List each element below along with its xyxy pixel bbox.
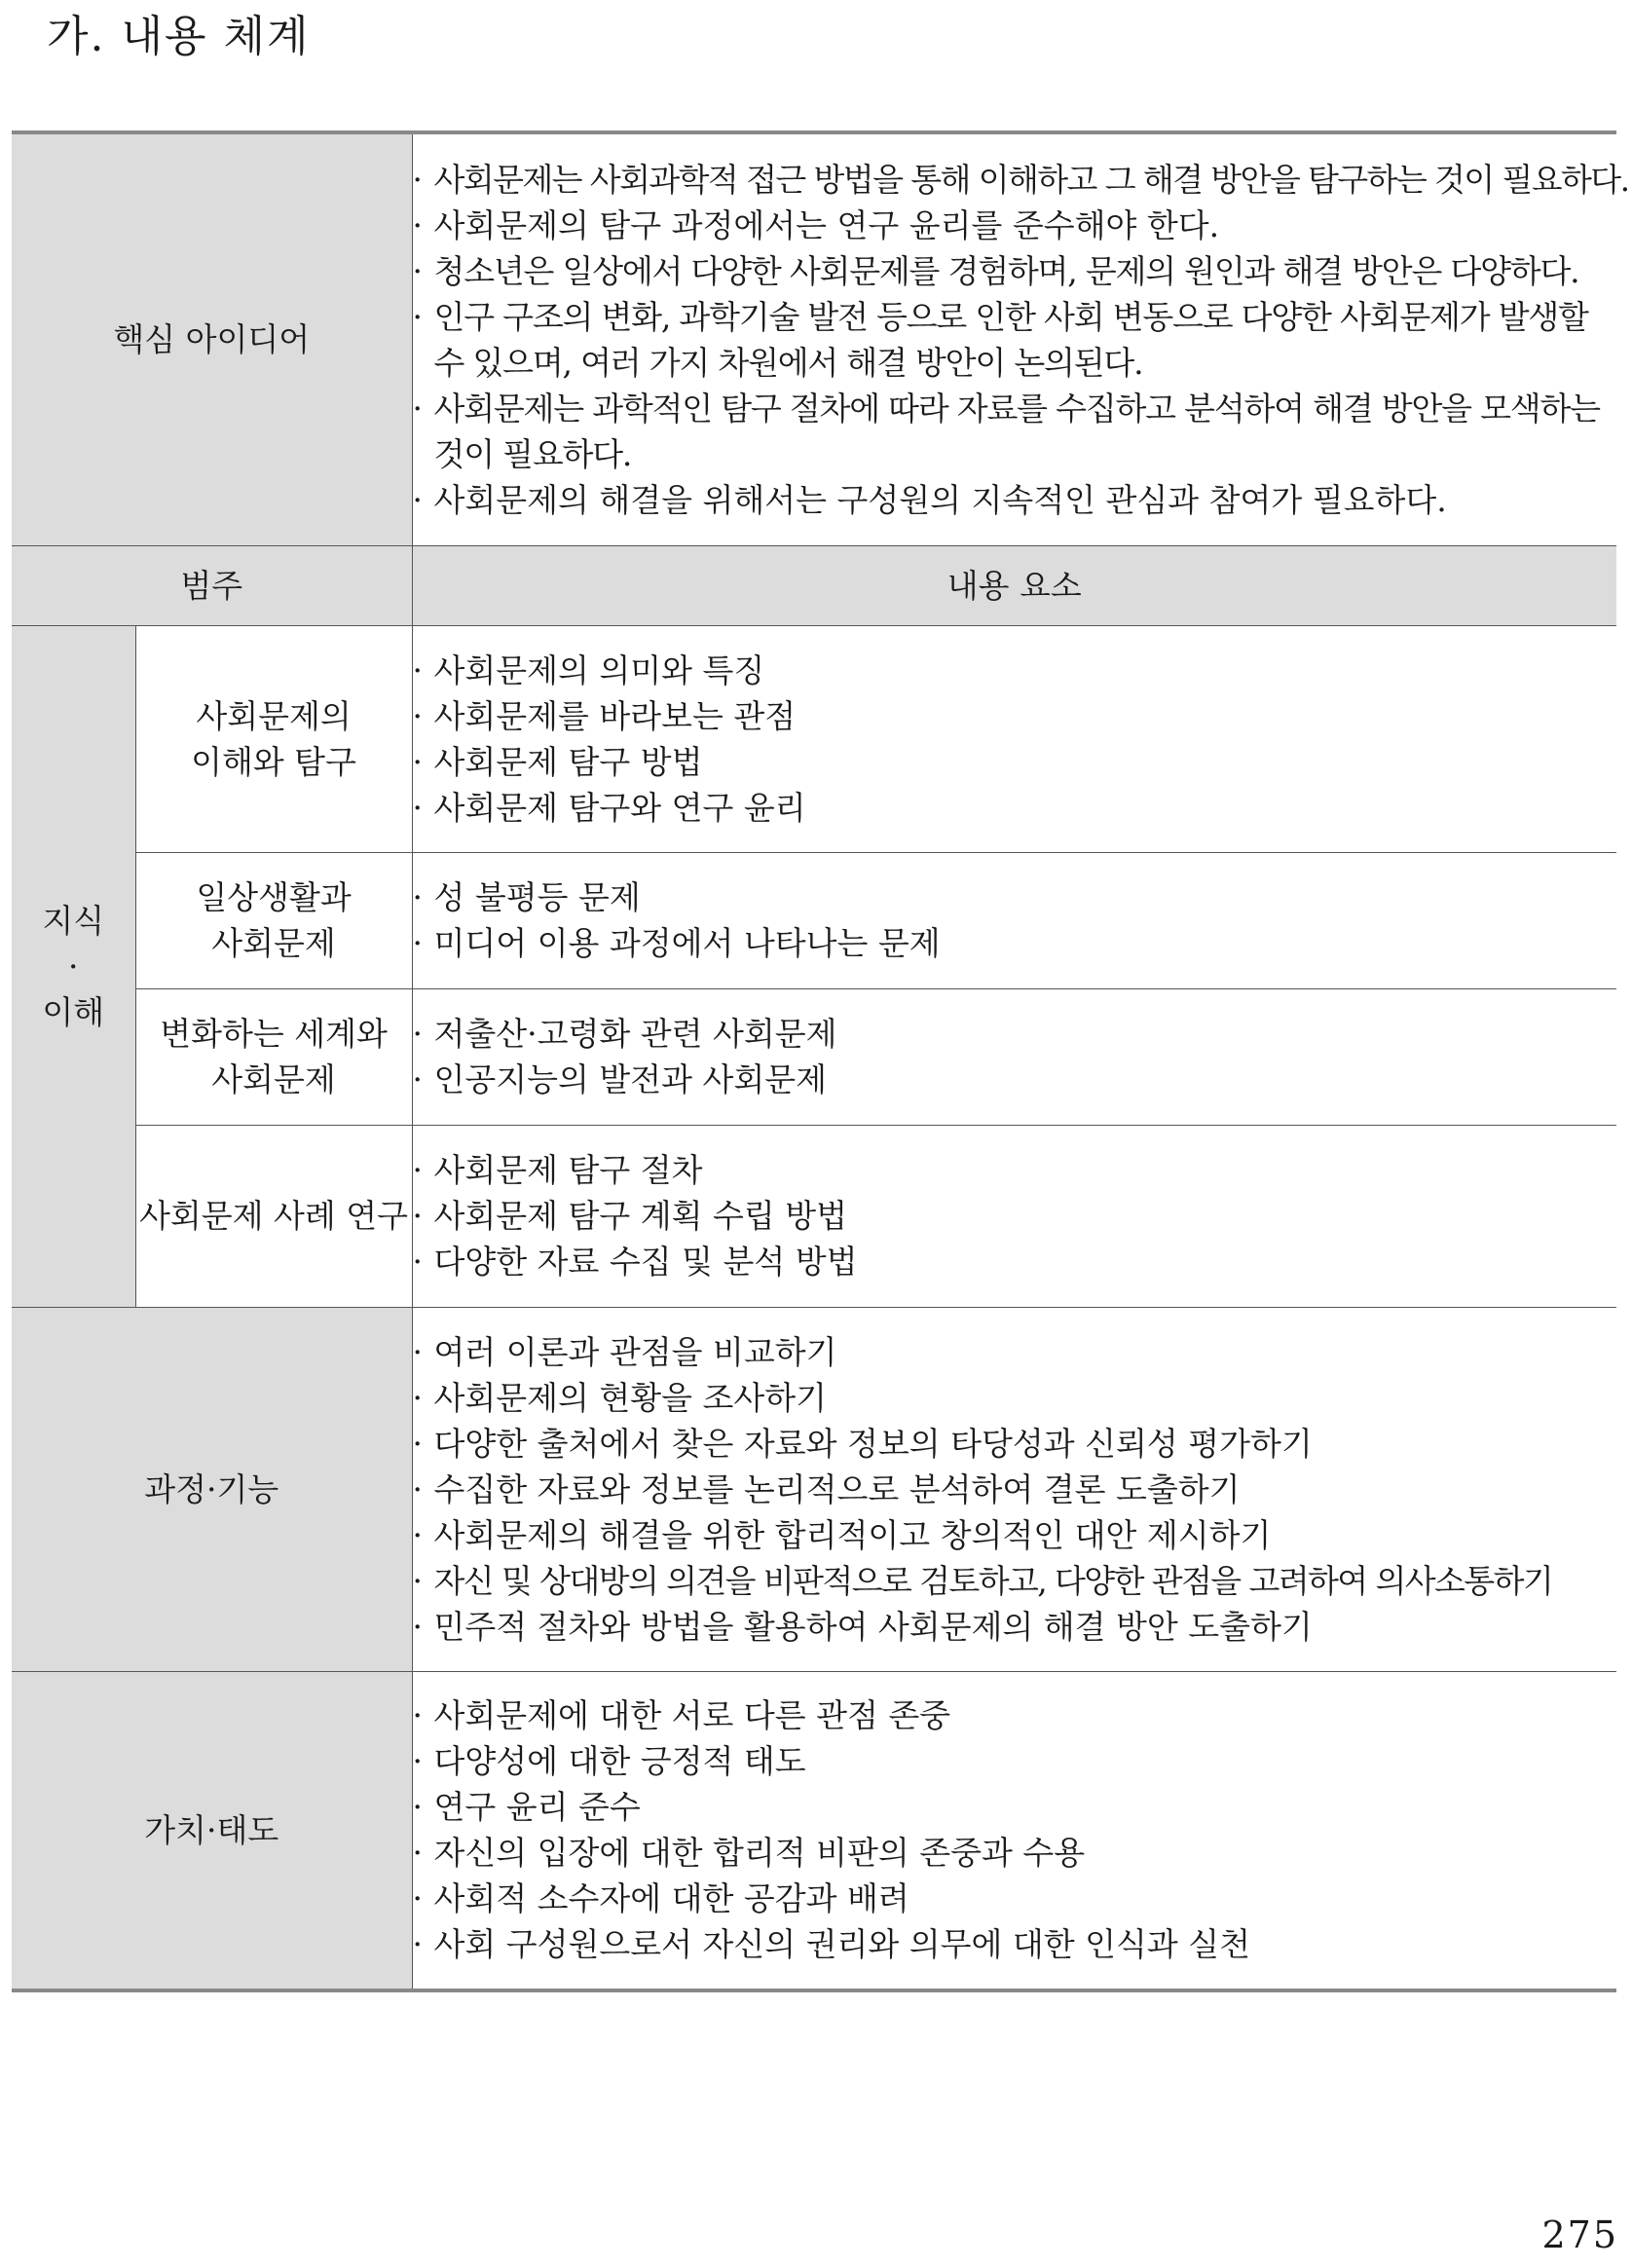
knowledge-items bbox=[412, 625, 1616, 852]
knowledge-items bbox=[412, 1125, 1616, 1307]
content-item: · 사회문제 탐구 방법 bbox=[412, 742, 703, 781]
core-ideas-row bbox=[12, 132, 1616, 545]
content-item: · 연구 윤리 준수 bbox=[412, 1788, 641, 1827]
knowledge-subtopic: 일상생활과 사회문제 bbox=[135, 852, 412, 988]
content-item: · 사회문제 탐구 계획 수립 방법 bbox=[412, 1197, 848, 1235]
core-idea-item: · 사회문제는 과학적인 탐구 절차에 따라 자료를 수집하고 분석하여 해결 방안을 모색하는 것이 필요하다. bbox=[413, 386, 1617, 477]
content-item: · 사회문제의 현황을 조사하기 bbox=[412, 1378, 828, 1417]
process-skills-row bbox=[12, 1307, 1616, 1671]
values-attitudes-items bbox=[412, 1671, 1616, 1990]
bullet-dot: · bbox=[412, 480, 424, 519]
knowledge-subtopic: 사회문제의 이해와 탐구 bbox=[135, 625, 412, 852]
page-number: 275 bbox=[1541, 2213, 1618, 2256]
bullet-dot: · bbox=[412, 205, 424, 244]
bullet-dot: · bbox=[412, 297, 422, 336]
core-idea-item: · 청소년은 일상에서 다양한 사회문제를 경험하며, 문제의 원인과 해결 방안은 다양하다. bbox=[413, 248, 1617, 294]
core-idea-item: · 사회문제의 탐구 과정에서는 연구 윤리를 준수해야 한다. bbox=[413, 203, 1617, 248]
content-item: · 자신의 입장에 대한 합리적 비판의 존중과 수용 bbox=[412, 1834, 1086, 1873]
knowledge-items bbox=[412, 852, 1616, 988]
content-elements-header: 내용 요소 bbox=[412, 545, 1616, 625]
content-item: · 다양한 출처에서 찾은 자료와 정보의 타당성과 신뢰성 평가하기 bbox=[412, 1424, 1313, 1463]
content-item: · 사회문제의 해결을 위한 합리적이고 창의적인 대안 제시하기 bbox=[412, 1515, 1272, 1554]
knowledge-row bbox=[12, 852, 1616, 988]
process-skills-label: 과정·기능 bbox=[12, 1307, 412, 1671]
content-item: · 사회 구성원으로서 자신의 권리와 의무에 대한 인식과 실천 bbox=[412, 1925, 1251, 1964]
knowledge-row bbox=[12, 988, 1616, 1125]
bullet-dot: · bbox=[412, 251, 422, 290]
knowledge-category-label: 지식 · 이해 bbox=[12, 625, 135, 1307]
content-item: · 인공지능의 발전과 사회문제 bbox=[412, 1060, 828, 1098]
header-row bbox=[12, 545, 1616, 625]
bullet-dot: · bbox=[412, 160, 422, 199]
content-item: · 사회문제를 바라보는 관점 bbox=[412, 696, 797, 735]
section-heading: 가. 내용 체계 bbox=[47, 12, 311, 61]
process-skills-items bbox=[412, 1307, 1616, 1671]
content-item: · 사회문제에 대한 서로 다른 관점 존중 bbox=[412, 1696, 951, 1735]
content-item: · 미디어 이용 과정에서 나타나는 문제 bbox=[412, 924, 941, 962]
values-attitudes-row bbox=[12, 1671, 1616, 1990]
content-item: · 여러 이론과 관점을 비교하기 bbox=[412, 1332, 837, 1371]
category-header: 범주 bbox=[12, 545, 412, 625]
content-item: · 다양성에 대한 긍정적 태도 bbox=[412, 1742, 806, 1781]
core-ideas-label: 핵심 아이디어 bbox=[12, 132, 412, 545]
core-ideas-list bbox=[412, 132, 1629, 545]
content-item: · 사회적 소수자에 대한 공감과 배려 bbox=[412, 1879, 909, 1918]
content-item: · 민주적 절차와 방법을 활용하여 사회문제의 해결 방안 도출하기 bbox=[412, 1607, 1313, 1646]
knowledge-subtopic: 변화하는 세계와 사회문제 bbox=[135, 988, 412, 1125]
content-item: · 성 불평등 문제 bbox=[412, 878, 641, 916]
content-item: · 사회문제 탐구와 연구 윤리 bbox=[412, 788, 806, 827]
content-item: · 사회문제의 의미와 특징 bbox=[412, 651, 765, 689]
knowledge-row bbox=[12, 1125, 1616, 1307]
content-item: · 자신 및 상대방의 의견을 비판적으로 검토하고, 다양한 관점을 고려하여 의사소통하기 bbox=[412, 1561, 1553, 1600]
core-idea-item: · 사회문제는 사회과학적 접근 방법을 통해 이해하고 그 해결 방안을 탐구하는 것이 필요하다. bbox=[413, 157, 1617, 203]
knowledge-items bbox=[412, 988, 1616, 1125]
core-idea-item: · 사회문제의 해결을 위해서는 구성원의 지속적인 관심과 참여가 필요하다. bbox=[413, 477, 1617, 523]
knowledge-row bbox=[12, 625, 1616, 852]
core-idea-item: · 인구 구조의 변화, 과학기술 발전 등으로 인한 사회 변동으로 다양한 사회문제가 발생할 수 있으며, 여러 가지 차원에서 해결 방안이 논의된다. bbox=[413, 294, 1617, 386]
knowledge-subtopic: 사회문제 사례 연구 bbox=[135, 1125, 412, 1307]
content-item: · 사회문제 탐구 절차 bbox=[412, 1151, 703, 1189]
content-item: · 저출산·고령화 관련 사회문제 bbox=[412, 1015, 837, 1053]
content-system-table bbox=[12, 130, 1629, 1992]
content-item: · 수집한 자료와 정보를 논리적으로 분석하여 결론 도출하기 bbox=[412, 1469, 1241, 1508]
bullet-dot: · bbox=[412, 389, 422, 428]
values-attitudes-label: 가치·태도 bbox=[12, 1671, 412, 1990]
content-item: · 다양한 자료 수집 및 분석 방법 bbox=[412, 1243, 858, 1281]
